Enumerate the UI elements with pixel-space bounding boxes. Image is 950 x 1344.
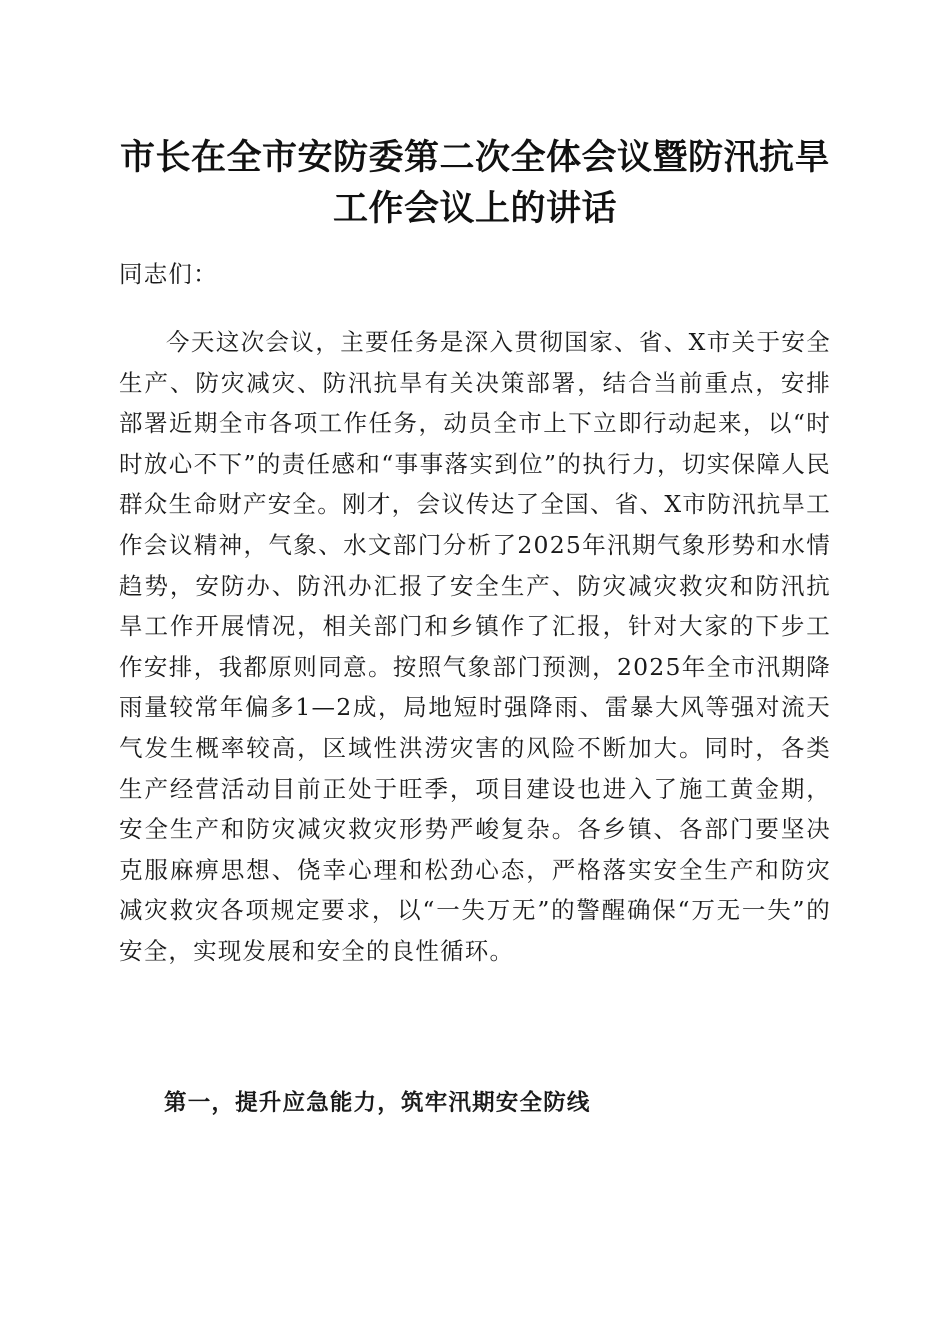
salutation: 同志们： (119, 260, 218, 288)
document-title (100, 132, 850, 234)
title-line-1: 市长在全市安防委第二次全体会议暨防汛抗旱 (119, 137, 830, 178)
section-heading: 第一，提升应急能力，筑牢汛期安全防线 (164, 1090, 591, 1116)
body-paragraph: 今天这次会议，主要任务是深入贯彻国家、省、X市关于安全生产、防灾减灾、防汛抗旱有关决策部署，结合当前重点，安排部署近期全市各项工作任务，动员全市上下立即行动起来，以“时时放心不下”的责任感和“事事落实到位”的执行力，切实保障人民群众生命财产安全。刚才，会议传达了全国、省、X市防汛抗旱工作会议精神，气象、水文部门分析了2025年汛期气象形势和水情趋势，安防办、防汛办汇报了安全生产、防灾减灾救灾和防汛抗旱工作开展情况，相关部门和乡镇作了汇报，针对大家的下步工作安排，我都原则同意。按照气象部门预测，2025年全市汛期降雨量较常年偏多1—2成，局地短时强降雨、雷暴大风等强对流天气发生概率较高，区域性洪涝灾害的风险不断加大。同时，各类生产经营活动目前正处于旺季，项目建设也进入了施工黄金期，安全生产和防灾减灾救灾形势严峻复杂。各乡镇、各部门要坚决克服麻痹思想、侥幸心理和松劲心态，严格落实安全生产和防灾减灾救灾各项规定要求，以“一失万无”的警醒确保“万无一失”的安全，实现发展和安全的良性循环。 (119, 328, 831, 965)
title-line-2: 工作会议上的讲话 (332, 188, 617, 229)
